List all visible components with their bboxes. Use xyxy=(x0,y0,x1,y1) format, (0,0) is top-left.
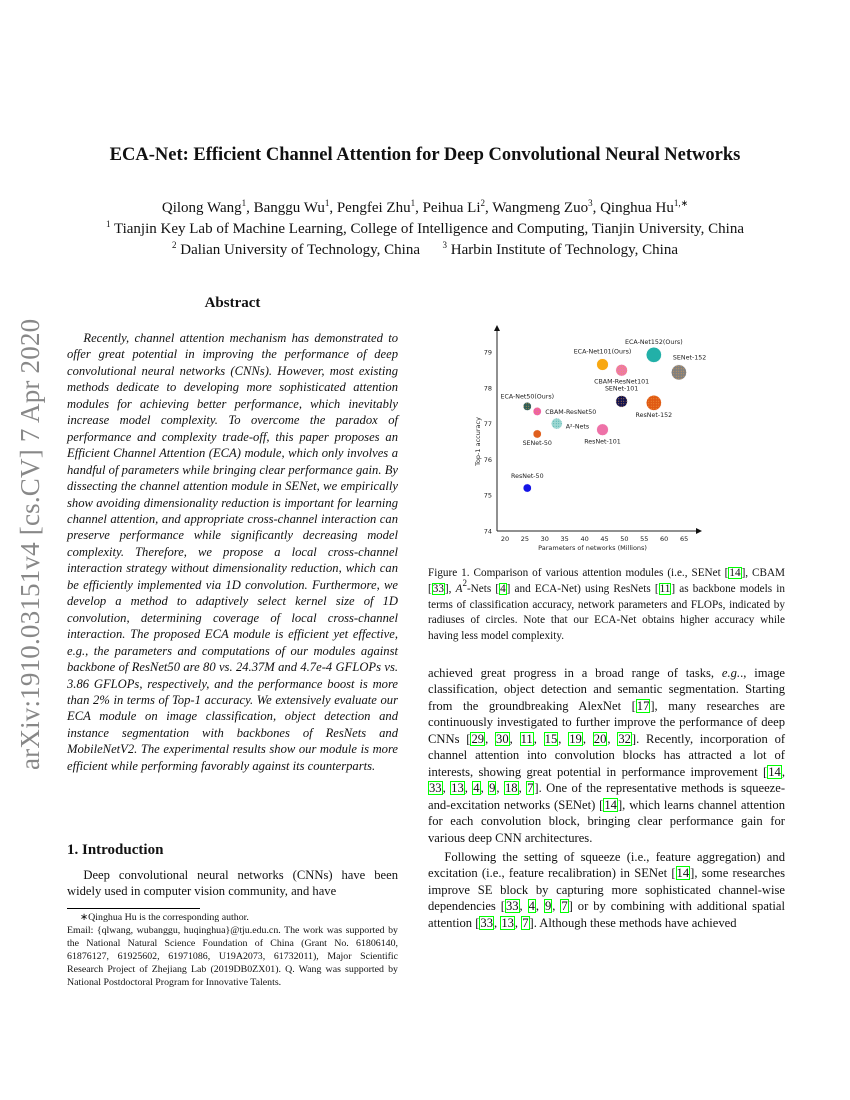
paper-title: ECA-Net: Efficient Channel Attention for Deep Convolutional Neural Networks xyxy=(109,145,741,165)
data-point xyxy=(616,364,628,376)
abstract-text: Recently, channel attention mechanism has demonstrated to offer great potential in improving the performance of deep convolutional neural networks (CNNs). However, most existing methods dedicate to developing more sophisticated attention modules for achieving better performance, which inevitably increase model complexity. To overcome the paradox of performance and complexity trade-off, this paper proposes an Efficient Channel Attention (ECA) module, which only involves a handful of parameters while bringing clear performance gain. By dissecting the channel attention module in SENet, we empirically show avoiding dimensionality reduction is important for learning channel attention, and appropriate cross-channel interaction can preserve performance while significantly decreasing model complexity. Therefore, we propose a local cross-channel interaction strategy without dimensionality reduction, which can be efficiently implemented via 1D convolution. Furthermore, we develop a method to adaptively select kernel size of 1D convolution, determining coverage of local cross-channel interaction. The proposed ECA module is efficient yet effective, e.g., the parameters and computations of our modules against backbone of ResNet50 are 80 vs. 24.37M and 4.7e-4 GFLOPs vs. 3.86 GFLOPs, respectively, and the performance boost is more than 2% in terms of Top-1 accuracy. We extensively evaluate our ECA module on image classification, object detection and instance segmentation with backbones of ResNets and MobileNetV2. The experimental results show our module is more efficient while performing favorably against its counterparts. xyxy=(67,331,398,773)
data-label: ResNet-152 xyxy=(635,411,673,419)
citation-link[interactable]: 11 xyxy=(520,731,533,746)
abstract-heading: Abstract xyxy=(204,295,261,311)
data-label: CBAM-ResNet101 xyxy=(594,378,650,386)
citation-link[interactable]: 7 xyxy=(522,915,529,930)
citation-link[interactable]: 9 xyxy=(489,781,496,796)
data-label: ECA-Net50(Ours) xyxy=(500,393,555,401)
citation-link[interactable]: 7 xyxy=(527,781,534,796)
y-tick-label: 76 xyxy=(483,455,492,464)
introduction-text-right xyxy=(428,665,785,931)
citation-link[interactable]: 14 xyxy=(729,567,741,579)
data-label: ResNet-50 xyxy=(510,473,544,481)
figure-1-scatter-chart xyxy=(470,325,720,560)
data-label: A²-Nets xyxy=(565,423,590,431)
y-axis-label: Top-1 accuracy xyxy=(474,417,482,466)
x-tick-label: 65 xyxy=(679,535,689,543)
introduction-paragraph: achieved great progress in a broad range of tasks, e.g.., image classification, object detection and semantic segmentation. Starting from the groundbreaking AlexNet [17], many researches are continuously investigated to further improve the performance of deep CNNs [29, 30, 11, 15, 19, 20, 32]. Recently, incorporation of channel attention into convolution blocks has attracted a lot of interests, showing great potential in performance improvement [14, 33, 13, 4, 9, 18, 7]. One of the representative methods is squeeze-and-excitation networks (SENet) [14], which learns channel attention for each convolution block, bringing clear performance gain for various deep CNN architectures. xyxy=(428,666,786,845)
citation-link[interactable]: 7 xyxy=(561,899,568,914)
x-tick-label: 60 xyxy=(660,535,669,543)
author-name: Wangmeng Zuo xyxy=(492,200,589,216)
footnote-text: Email: {qlwang, wubanggu, huqinghua}@tju.edu.cn. The work was supported by the National Natural Science Foundation of China (Grant No. 61806140, 61876127, 61925602, 61971086, U19A2073, 61732011), Major Scientific Research Project of Zhejiang Lab (2019DB0ZX01). Q. Wang was supported by National Postdoctoral Program for Innovative Talents. xyxy=(67,924,398,988)
y-tick-label: 79 xyxy=(483,348,492,357)
author-name: Pengfei Zhu xyxy=(336,200,411,216)
citation-link[interactable]: 33 xyxy=(480,915,494,930)
affiliation-number: 1 xyxy=(105,219,111,229)
author-affiliation-marker: 1,∗ xyxy=(673,198,689,208)
citation-link[interactable]: 11 xyxy=(659,582,671,595)
citation-link[interactable]: 30 xyxy=(496,731,509,746)
y-axis-arrow xyxy=(494,325,500,331)
data-point xyxy=(646,347,661,362)
author-name: Qinghua Hu xyxy=(600,200,674,216)
introduction-paragraph: Following the setting of squeeze (i.e., feature aggregation) and excitation (i.e., feature recalibration) in SENet [14], some researches improve SE block by capturing more sophisticated channel-wise dependencies [33, 4, 9, 7] or by combining with additional spatial attention [33, 13, 7]. Although these methods have achieved xyxy=(428,849,785,930)
introduction-text-left: Deep convolutional neural networks (CNNs) have been widely used in computer vision community, and have xyxy=(67,868,398,899)
citation-link[interactable]: 13 xyxy=(451,781,464,796)
citation-link[interactable]: 4 xyxy=(528,899,535,914)
x-tick-label: 25 xyxy=(520,535,530,543)
footnote-corresponding: ∗Qinghua Hu is the corresponding author. xyxy=(79,912,249,923)
data-point xyxy=(533,407,541,415)
citation-link[interactable]: 4 xyxy=(473,781,480,796)
author-name: Banggu Wu xyxy=(253,200,325,216)
data-point xyxy=(523,402,531,410)
citation-link[interactable]: 20 xyxy=(593,731,607,746)
data-label: SENet-101 xyxy=(604,385,639,393)
footnote-divider xyxy=(67,908,200,909)
data-label: CBAM-ResNet50 xyxy=(545,408,597,416)
x-tick-label: 45 xyxy=(600,535,609,543)
arxiv-identifier[interactable]: arXiv:1910.03151v4 [cs.CV] 7 Apr 2020 xyxy=(15,318,45,770)
affiliation-2-3 xyxy=(0,240,850,261)
citation-link[interactable]: 18 xyxy=(504,781,518,796)
data-point xyxy=(616,396,628,408)
citation-link[interactable]: 19 xyxy=(569,731,582,746)
affiliation-number: 2 xyxy=(172,240,177,250)
y-tick-label: 78 xyxy=(483,384,492,393)
affiliation-text: Tianjin Key Lab of Machine Learning, College of Intelligence and Computing, Tianjin University, China xyxy=(113,221,745,237)
y-tick-label: 75 xyxy=(483,491,492,500)
data-point xyxy=(533,430,541,438)
author-affiliation-marker: 1 xyxy=(410,198,416,208)
data-point xyxy=(671,365,686,380)
citation-link[interactable]: 17 xyxy=(636,698,650,713)
y-tick-label: 74 xyxy=(483,527,492,536)
author-affiliation-marker: 1 xyxy=(241,198,247,208)
footnote xyxy=(67,912,398,989)
citation-link[interactable]: 14 xyxy=(676,866,690,881)
data-label: ECA-Net101(Ours) xyxy=(573,348,632,356)
citation-link[interactable]: 33 xyxy=(432,582,444,595)
x-axis-label: Parameters of networks (Millions) xyxy=(538,544,647,552)
introduction-heading: 1. Introduction xyxy=(67,842,164,858)
data-label: SENet-152 xyxy=(672,354,707,362)
author-affiliation-marker: 2 xyxy=(480,198,485,208)
x-tick-label: 50 xyxy=(620,535,629,543)
author-block xyxy=(0,198,850,261)
affiliation-1 xyxy=(0,219,850,240)
superscript: 2 xyxy=(462,577,467,588)
affiliation-number: 3 xyxy=(442,240,447,250)
citation-link[interactable]: 33 xyxy=(505,899,519,914)
figure-caption xyxy=(428,566,785,645)
citation-link[interactable]: 33 xyxy=(429,781,442,796)
citation-link[interactable]: 9 xyxy=(545,899,552,914)
citation-link[interactable]: 14 xyxy=(768,764,781,779)
citation-link[interactable]: 29 xyxy=(471,731,485,746)
italic-text: A xyxy=(455,582,463,595)
citation-link[interactable]: 13 xyxy=(501,915,514,930)
author-name: Qilong Wang xyxy=(161,200,242,216)
x-tick-label: 20 xyxy=(500,535,510,543)
author-affiliation-marker: 3 xyxy=(588,198,593,208)
y-tick-label: 77 xyxy=(483,420,492,429)
citation-link[interactable]: 14 xyxy=(604,797,617,812)
author-affiliation-marker: 1 xyxy=(324,198,330,208)
data-point xyxy=(597,359,609,371)
author-list: Qilong Wang$^1$, Banggu Wu$^1$, Pengfei Zhu$^1$, Peihua Li$^2$, Wangmeng Zuo$^3$, Qinghua $Hu^{1,∗}$ xyxy=(161,198,689,216)
x-tick-label: 35 xyxy=(560,535,569,543)
affiliation-text: Dalian University of Technology, China xyxy=(180,242,420,258)
citation-link[interactable]: 32 xyxy=(618,731,631,746)
caption-text: Figure 1. Comparison of various attention modules (i.e., SENet [14], CBAM [33], $A^2$-Nets [4] and ECA-Net) using ResNets [11] as backbone models in terms of classification accuracy, network parameters and FLOPs, indicated by radiuses of circles. Note that our ECA-Net obtains higher accuracy while having less model complexity. xyxy=(428,567,785,643)
author-name: Peihua Li xyxy=(422,200,481,216)
citation-link[interactable]: 15 xyxy=(544,731,558,746)
citation-link[interactable]: 4 xyxy=(500,582,506,595)
x-tick-label: 30 xyxy=(540,535,549,543)
data-point xyxy=(551,418,562,429)
data-label: ECA-Net152(Ours) xyxy=(625,338,683,346)
x-tick-label: 55 xyxy=(640,535,649,543)
affiliation-text: Harbin Institute of Technology, China xyxy=(450,242,678,258)
data-point xyxy=(597,424,609,436)
data-label: SENet-50 xyxy=(522,439,552,447)
data-label: ResNet-101 xyxy=(584,438,621,446)
italic-text: e.g. xyxy=(721,666,741,680)
data-point xyxy=(646,395,661,410)
x-tick-label: 40 xyxy=(580,535,589,543)
data-point xyxy=(523,484,531,492)
x-axis-arrow xyxy=(696,528,702,534)
